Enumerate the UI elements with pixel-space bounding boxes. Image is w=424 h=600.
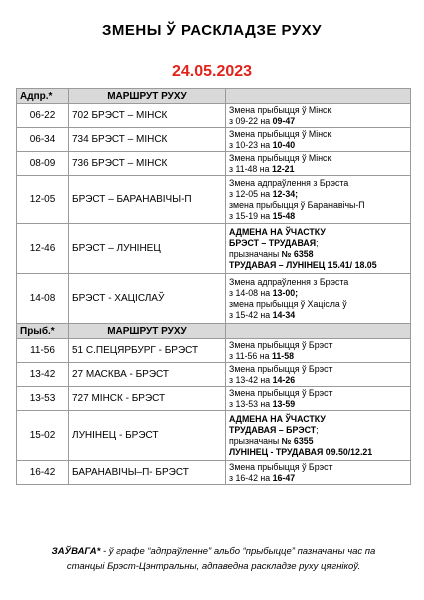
note-text: 12-34;	[272, 188, 299, 199]
note-text: з 09-22 на	[229, 115, 273, 126]
note-line	[229, 238, 407, 249]
row-time: 08-09	[17, 152, 69, 176]
note-text: ;	[316, 424, 319, 435]
row-time: 16-42	[17, 461, 69, 485]
note-line	[229, 414, 407, 425]
note-text: АДМЕНА НА ЎЧАСТКУ	[229, 413, 326, 424]
note-line	[229, 249, 407, 260]
row-change-note	[226, 104, 411, 128]
row-time: 12-05	[17, 176, 69, 224]
note-line	[229, 116, 407, 127]
table-row	[17, 152, 411, 176]
note-text: Змена прыбыцця ў Брэст	[229, 461, 333, 472]
note-text: з 16-42 на	[229, 472, 273, 483]
row-time: 13-42	[17, 363, 69, 387]
row-time: 15-02	[17, 411, 69, 461]
schedule-table	[16, 88, 411, 485]
note-text: з 11-56 на	[229, 350, 272, 361]
note-text: № 6355	[281, 435, 314, 446]
arrivals-header-row	[17, 324, 411, 339]
note-line	[229, 211, 407, 222]
note-text: змена прыбыцця ў Хацісла ў	[229, 298, 347, 309]
row-route: 702 БРЭСТ – МІНСК	[69, 104, 226, 128]
departures-header-time: Адпр.*	[17, 89, 69, 104]
departures-header-route: МАРШРУТ РУХУ	[69, 89, 226, 104]
note-text: 14-34	[272, 309, 296, 320]
note-text: змена прыбыцця ў Баранавічы-П	[229, 199, 365, 210]
footer-label: ЗАЎВАГА*	[51, 546, 101, 557]
row-route: 727 МІНСК - БРЭСТ	[69, 387, 226, 411]
note-text: 15-48	[272, 210, 296, 221]
row-route: 736 БРЭСТ – МІНСК	[69, 152, 226, 176]
departures-header-row	[17, 89, 411, 104]
row-change-note	[226, 411, 411, 461]
note-line	[229, 299, 407, 310]
note-line	[229, 351, 407, 362]
note-line	[229, 260, 407, 271]
note-line	[229, 129, 407, 140]
note-line	[229, 227, 407, 238]
row-change-note	[226, 128, 411, 152]
table-row	[17, 224, 411, 274]
note-text: 13-00;	[272, 287, 299, 298]
row-change-note	[226, 339, 411, 363]
note-text: БРЭСТ – ТРУДАВАЯ	[229, 237, 317, 248]
note-line	[229, 447, 407, 458]
note-text: з 15-19 на	[229, 210, 273, 221]
note-text: Змена прыбыцця ў Мінск	[229, 152, 332, 163]
row-time: 11-56	[17, 339, 69, 363]
note-text: 13-59	[272, 398, 296, 409]
departures-header-blank	[226, 89, 411, 104]
note-text: ТРУДАВАЯ – БРЭСТ	[229, 424, 317, 435]
note-text: Змена прыбыцця ў Брэст	[229, 363, 333, 374]
note-text: № 6358	[281, 248, 314, 259]
note-text: ;	[316, 237, 319, 248]
note-line	[229, 436, 407, 447]
table-row	[17, 104, 411, 128]
row-route: 51 С.ПЕЦЯРБУРГ - БРЭСТ	[69, 339, 226, 363]
note-line	[229, 288, 407, 299]
note-text: АДМЕНА НА ЎЧАСТКУ	[229, 226, 326, 237]
note-text: 14-26	[272, 374, 296, 385]
note-text: прызначаны	[229, 435, 282, 446]
row-route: БАРАНАВІЧЫ–П- БРЭСТ	[69, 461, 226, 485]
note-line	[229, 340, 407, 351]
note-text: ЛУНІНЕЦ - ТРУДАВАЯ 09.50/12.21	[229, 446, 373, 457]
row-route: БРЭСТ – БАРАНАВІЧЫ-П	[69, 176, 226, 224]
page-title: ЗМЕНЫ Ў РАСКЛАДЗЕ РУХУ	[101, 22, 323, 39]
note-text: з 11-48 на	[229, 163, 272, 174]
note-line	[229, 310, 407, 321]
note-text: з 12-05 на	[229, 188, 273, 199]
note-line	[229, 189, 407, 200]
row-change-note	[226, 461, 411, 485]
table-row	[17, 363, 411, 387]
note-text: 09-47	[272, 115, 296, 126]
note-line	[229, 105, 407, 116]
arrivals-header-blank	[226, 324, 411, 339]
note-text: Змена адпраўлення з Брэста	[229, 177, 349, 188]
note-line	[229, 364, 407, 375]
note-text: 10-40	[272, 139, 296, 150]
note-line	[229, 399, 407, 410]
row-time: 12-46	[17, 224, 69, 274]
row-change-note	[226, 363, 411, 387]
note-text: Змена прыбыцця ў Мінск	[229, 104, 332, 115]
table-row	[17, 339, 411, 363]
arrivals-header-route: МАРШРУТ РУХУ	[69, 324, 226, 339]
note-line	[229, 153, 407, 164]
row-route: 27 МАСКВА - БРЭСТ	[69, 363, 226, 387]
note-line	[229, 164, 407, 175]
footer-note	[16, 544, 411, 574]
row-route: БРЭСТ - ХАЦІСЛАЎ	[69, 274, 226, 324]
footer-line1: - ў графе “адпраўленне” альбо “прыбыцце” пазначаны час па	[100, 546, 376, 557]
note-text: з 10-23 на	[229, 139, 273, 150]
note-line	[229, 178, 407, 189]
note-text: Змена прыбыцця ў Брэст	[229, 387, 333, 398]
note-text: 12-21	[271, 163, 295, 174]
note-text: з 14-08 на	[229, 287, 273, 298]
table-row	[17, 274, 411, 324]
note-text: Змена прыбыцця ў Брэст	[229, 339, 333, 350]
note-line	[229, 473, 407, 484]
row-change-note	[226, 274, 411, 324]
row-time: 14-08	[17, 274, 69, 324]
note-text: 11-58	[271, 350, 294, 361]
note-text: Змена адпраўлення з Брэста	[229, 276, 349, 287]
note-text: з 13-53 на	[229, 398, 273, 409]
note-text: з 13-42 на	[229, 374, 273, 385]
note-text: прызначаны	[229, 248, 282, 259]
row-change-note	[226, 224, 411, 274]
row-route: 734 БРЭСТ – МІНСК	[69, 128, 226, 152]
note-line	[229, 200, 407, 211]
note-text: Змена прыбыцця ў Мінск	[229, 128, 332, 139]
row-change-note	[226, 176, 411, 224]
note-line	[229, 140, 407, 151]
note-text: з 15-42 на	[229, 309, 273, 320]
note-line	[229, 277, 407, 288]
note-text: ТРУДАВАЯ – ЛУНІНЕЦ 15.41/ 18.05	[229, 259, 377, 270]
table-row	[17, 411, 411, 461]
table-row	[17, 387, 411, 411]
row-change-note	[226, 152, 411, 176]
table-row	[17, 128, 411, 152]
row-time: 06-22	[17, 104, 69, 128]
note-text: 16-47	[272, 472, 296, 483]
row-route: ЛУНІНЕЦ - БРЭСТ	[69, 411, 226, 461]
row-time: 13-53	[17, 387, 69, 411]
schedule-date: 24.05.2023	[171, 63, 253, 80]
note-line	[229, 425, 407, 436]
row-route: БРЭСТ – ЛУНІНЕЦ	[69, 224, 226, 274]
note-line	[229, 388, 407, 399]
note-line	[229, 375, 407, 386]
row-change-note	[226, 387, 411, 411]
arrivals-header-time: Прыб.*	[17, 324, 69, 339]
table-row	[17, 461, 411, 485]
row-time: 06-34	[17, 128, 69, 152]
table-row	[17, 176, 411, 224]
note-line	[229, 462, 407, 473]
footer-line2: станцыі Брэст-Цэнтральны, адпаведна раскладзе руху цягнікоў.	[66, 561, 361, 572]
